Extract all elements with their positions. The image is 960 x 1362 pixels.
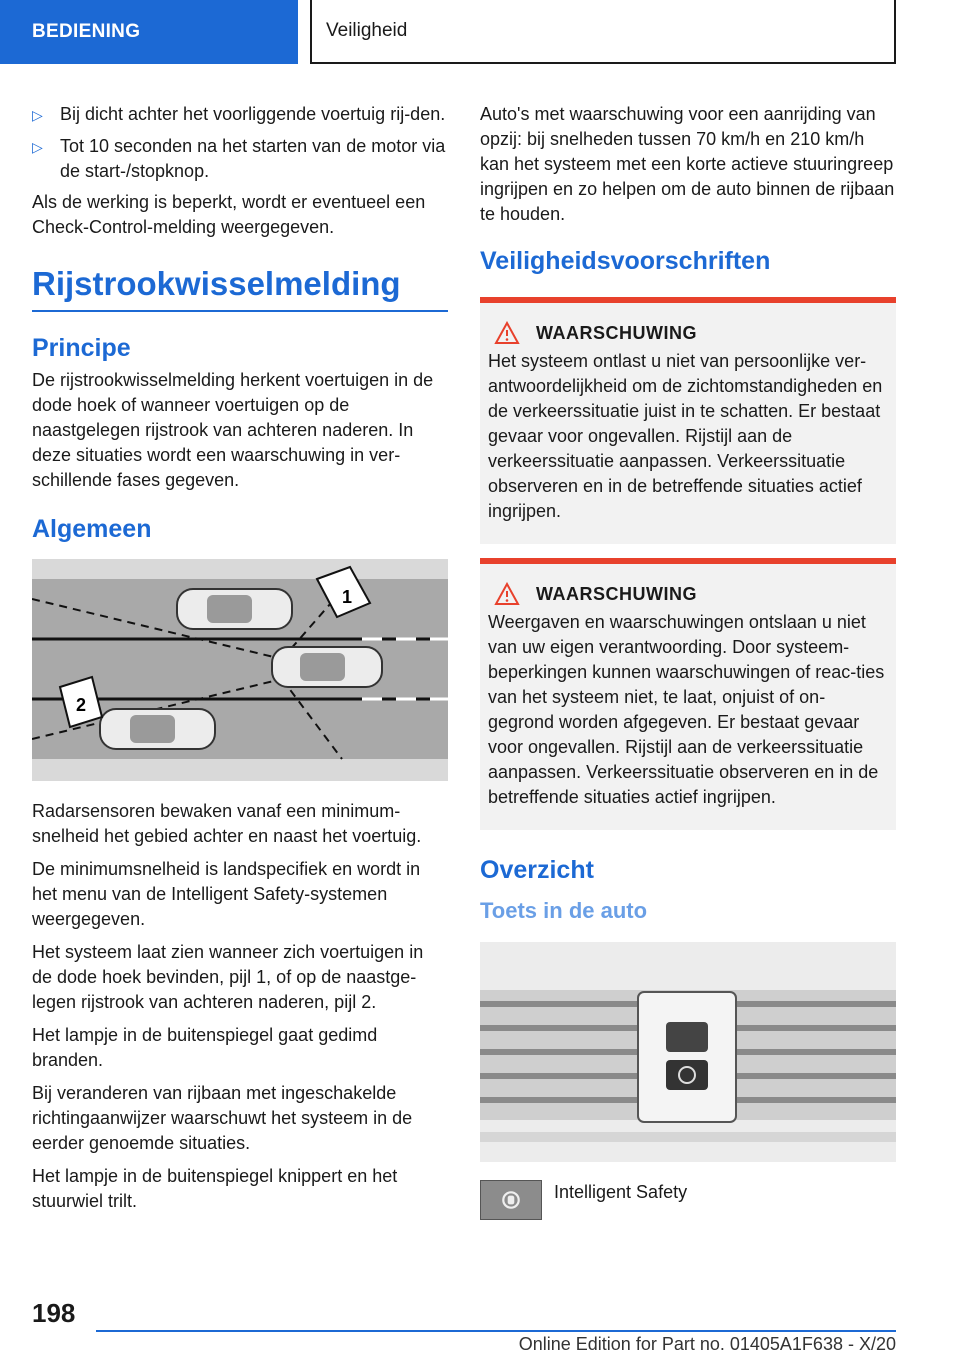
warning-title: WAARSCHUWING <box>536 322 697 343</box>
paragraph: De minimumsnelheid is landspecifiek en wordt in het menu van de Intelligent Safety-systemen weergegeven. <box>32 859 421 929</box>
paragraph: Het lampje in de buitenspiegel gaat gedimd branden. <box>32 1025 378 1070</box>
warning-box <box>480 558 896 830</box>
arrow-label: 1 <box>342 587 353 607</box>
key-row <box>480 1180 896 1220</box>
car-shape <box>272 647 382 687</box>
section-label: BEDIENING <box>32 21 141 42</box>
car-shape <box>177 589 292 629</box>
warning-title: WAARSCHUWING <box>536 583 697 604</box>
overview-heading: Overzicht <box>480 856 594 884</box>
footer-divider <box>96 1330 896 1332</box>
paragraph: Radarsensoren bewaken vanaf een minimum-snelheid het gebied achter en naast het voertuig. <box>32 801 422 846</box>
section-tab <box>0 0 298 64</box>
warning-text: Weergaven en waarschuwingen ontslaan u niet van uw eigen verantwoording. Door systeem-beperkingen kunnen waarschuwingen of reac-ties van het systeem niet, te laat, onjuist of on-gegrond worden afgegeven. Er bestaat gevaar voor ongevallen. Rijstijl aan de verkeerssituatie aanpassen. Verkeerssituatie observeren en in de betreffende situaties actief ingrijpen. <box>488 612 885 807</box>
page-number: 198 <box>32 1298 76 1328</box>
paragraph: Het lampje in de buitenspiegel knippert en het stuurwiel trilt. <box>32 1166 398 1211</box>
paragraph: Het systeem laat zien wanneer zich voertuigen in de dode hoek bevinden, pijl 1, of op de naastge-legen rijstrook van achteren naderen, pijl 2. <box>32 942 424 1012</box>
triangle-bullet-icon: ▷ <box>32 107 43 123</box>
bullet-text: Tot 10 seconden na het starten van de motor via de start-/stopknop. <box>60 136 446 181</box>
warning-triangle-icon <box>494 321 520 345</box>
warning-triangle-icon <box>494 582 520 606</box>
limitation-paragraph: Als de werking is beperkt, wordt er eventueel een Check-Control-melding weergegeven. <box>32 192 426 237</box>
button-photo <box>480 942 896 1162</box>
bullet-text: Bij dicht achter het voorliggende voertuig rij-den. <box>60 104 446 124</box>
paragraph: Bij veranderen van rijbaan met ingeschakelde richtingaanwijzer waarschuwt het systeem in de eerder genoemde situaties. <box>32 1083 413 1153</box>
footer-edition: Online Edition for Part no. 01405A1F638 - X/20 <box>518 1334 896 1354</box>
arrow-label: 2 <box>76 695 87 715</box>
chapter-label: Veiligheid <box>326 20 408 41</box>
key-label: Intelligent Safety <box>554 1182 688 1202</box>
warning-box <box>480 297 896 544</box>
chapter-tab <box>310 0 896 64</box>
principle-paragraph: De rijstrookwisselmelding herkent voertuigen in de dode hoek of wanneer voertuigen op de naastgelegen rijstrook van achteren naderen. In deze situaties wordt een waarschuwing in ver-schillende fases gegeven. <box>32 370 434 490</box>
principle-heading: Principe <box>32 334 131 362</box>
warning-text: Het systeem ontlast u niet van persoonlijke ver-antwoordelijkheid om de zichtomstandigheden en de verkeerssituatie juist in te schatten. Er bestaat gevaar voor ongevallen. Rijstijl aan de verkeerssituatie aanpassen. Verkeerssituatie observeren en in de betreffende situaties actief ingrijpen. <box>488 351 883 521</box>
lane-change-illustration <box>32 559 448 781</box>
bullet-item <box>32 102 448 128</box>
button-heading: Toets in de auto <box>480 898 648 923</box>
general-heading: Algemeen <box>32 515 152 543</box>
intelligent-safety-icon <box>480 1180 542 1220</box>
right-column <box>480 102 896 1220</box>
triangle-bullet-icon: ▷ <box>32 139 43 155</box>
bullet-item <box>32 134 448 184</box>
safety-heading: Veiligheidsvoorschriften <box>480 247 771 275</box>
left-column <box>32 102 448 1222</box>
car-shape <box>100 709 215 749</box>
side-collision-paragraph: Auto's met waarschuwing voor een aanrijding van opzij: bij snelheden tussen 70 km/h en 210 km/h kan het systeem met een korte actieve stuuringreep ingrijpen en zo helpen om de auto binnen de rijbaan te houden. <box>480 104 895 224</box>
main-heading: Rijstrookwisselmelding <box>32 264 448 312</box>
